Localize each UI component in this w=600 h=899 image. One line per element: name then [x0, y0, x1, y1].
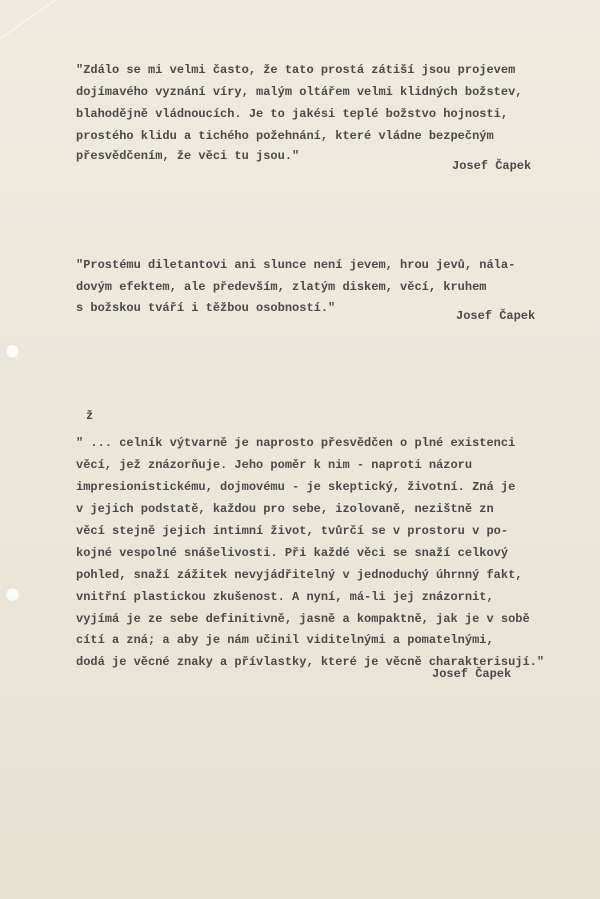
quote-line: v jejich podstatě, každou pro sebe, izolovaně, nezištně zn	[76, 502, 494, 516]
quote-line: impresionistickému, dojmovému - je skeptický, životní. Zná je	[76, 480, 516, 494]
quote-line: přesvědčením, že věci tu jsou."	[76, 149, 300, 163]
quote-line: " ... celník výtvarně je naprosto přesvědčen o plné existenci	[76, 436, 516, 450]
quote-line: pohled, snaží zážitek nevyjádřitelný v jednoduchý úhrnný fakt,	[76, 568, 523, 582]
quote-line: kojné vespolné snášelivosti. Při každé věci se snaží celkový	[76, 546, 509, 560]
page-fold-crease	[0, 0, 103, 53]
quote-line: dodá je věcné znaky a přívlastky, které je věcně charakterisují."	[76, 655, 545, 669]
quote-author: Josef Čapek	[456, 309, 536, 323]
punch-hole	[5, 587, 20, 602]
punch-hole	[5, 344, 20, 359]
quote-line: vyjímá je ze sebe definitivně, jasně a kompaktně, jak je v sobě	[76, 612, 530, 626]
quote-line: dojímavého vyznání víry, malým oltářem velmi klidných božstev,	[76, 85, 523, 99]
quote-line: prostého klidu a tichého požehnání, které vládne bezpečným	[76, 129, 494, 143]
quote-author: Josef Čapek	[452, 159, 532, 173]
quote-line: s božskou tváří i těžbou osobností."	[76, 301, 336, 315]
quote-line: "Zdálo se mi velmi často, že tato prostá zátiší jsou projevem	[76, 63, 516, 77]
quote-line: vnitřní plastickou zkušenost. A nyní, má-li jej znázornit,	[76, 590, 494, 604]
quote-line: blahodějně vládnoucích. Je to jakési teplé božstvo hojnosti,	[76, 107, 509, 121]
quote-line: věcí stejně jejich intimní život, tvůrčí se v prostoru v po-	[76, 524, 509, 538]
quote-line: cítí a zná; a aby je nám učinil viditelnými a pomatelnými,	[76, 633, 494, 647]
quote-line: věcí, jež znázorňuje. Jeho poměr k nim - naproti názoru	[76, 458, 473, 472]
quote-line: dovým efektem, ale především, zlatým diskem, věcí, kruhem	[76, 280, 487, 294]
section-marker: ž	[86, 409, 94, 423]
quote-author: Josef Čapek	[432, 667, 512, 681]
quote-line: "Prostému diletantovi ani slunce není jevem, hrou jevů, nála-	[76, 258, 516, 272]
